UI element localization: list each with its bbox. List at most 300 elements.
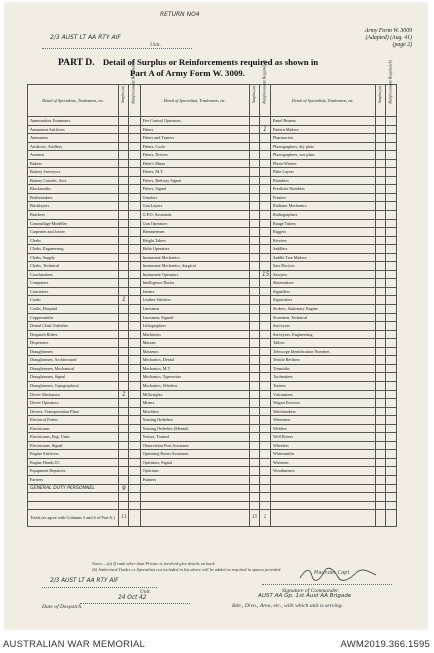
reinforcements-cell (129, 467, 140, 476)
reinforcements-cell (259, 151, 270, 160)
reinforcements-cell (259, 168, 270, 177)
blank-row (28, 493, 397, 502)
specialist-name-cell: Engine Artificers (28, 450, 119, 459)
col-header-surplus: Surplus (a) (249, 85, 259, 117)
table-row (28, 159, 397, 168)
surplus-cell (375, 211, 385, 220)
surplus-cell (249, 390, 259, 399)
form-reference (365, 28, 412, 49)
bde-handwritten: AUST AA Gp. 1st Aust AA Brigade (258, 593, 352, 599)
table-row (28, 202, 397, 211)
surplus-cell (249, 202, 259, 211)
surplus-cell (375, 450, 385, 459)
reinforcements-cell (385, 185, 396, 194)
specialist-name-cell: Well Borers (271, 433, 376, 442)
reinforcements-cell (129, 279, 140, 288)
surplus-cell (249, 219, 259, 228)
reinforcements-cell (129, 416, 140, 425)
reinforcements-cell (129, 159, 140, 168)
specialist-name-cell: Mechanics, M.T. (140, 364, 249, 373)
specialist-name-cell: Signallers (271, 287, 376, 296)
specialist-name-cell: Computers (28, 279, 119, 288)
reinforcements-cell (385, 287, 396, 296)
blank-cell (140, 501, 249, 510)
blank-cell (271, 493, 376, 502)
specialist-name-cell: Tinsmiths (271, 364, 376, 373)
surplus-cell (375, 458, 385, 467)
specialist-name-cell: Battery Comdrs. Asst. (28, 176, 119, 185)
reinforcements-cell (129, 253, 140, 262)
unit-label: Unit. (150, 42, 161, 48)
heading-line-2: Part A of Army Form W. 3009. (130, 68, 245, 78)
reinforcements-cell (129, 450, 140, 459)
surplus-cell: 1 (119, 296, 129, 305)
surplus-cell (119, 416, 129, 425)
specialist-name-cell: Masons (140, 339, 249, 348)
specialist-name-cell: Fitters, Railway Signal (140, 176, 249, 185)
col-header-specialist: Detail of Specialists, Tradesmen, etc. (28, 85, 119, 117)
reinforcements-cell (259, 475, 270, 484)
table-row (28, 134, 397, 143)
specialist-name-cell: Masseurs (140, 347, 249, 356)
reinforcements-cell (385, 202, 396, 211)
reinforcements-cell (385, 484, 396, 493)
table-row (28, 467, 397, 476)
reinforcements-cell (385, 236, 396, 245)
surplus-cell (119, 211, 129, 220)
reinforcements-cell (129, 441, 140, 450)
surplus-cell (249, 236, 259, 245)
specialist-name-cell: Stokers, Stationary Engine (271, 305, 376, 314)
specialist-name-cell: Hammermen (140, 228, 249, 237)
reinforcements-cell (259, 296, 270, 305)
specialist-name-cell: Printers (271, 193, 376, 202)
surplus-cell (249, 364, 259, 373)
reinforcements-cell (385, 134, 396, 143)
reinforcements-cell (385, 262, 396, 271)
table-row (28, 125, 397, 134)
reinforcements-cell (259, 416, 270, 425)
reinforcements-cell (129, 433, 140, 442)
reinforcements-cell (385, 424, 396, 433)
specialist-name-cell: Gun Layers (140, 202, 249, 211)
surplus-cell (119, 381, 129, 390)
surplus-cell (119, 219, 129, 228)
surplus-cell (249, 441, 259, 450)
reinforcements-cell (385, 364, 396, 373)
surplus-cell (249, 416, 259, 425)
surplus-cell (249, 330, 259, 339)
surplus-cell (375, 176, 385, 185)
specialist-name-cell: Mechanics, Dental (140, 356, 249, 365)
table-row (28, 407, 397, 416)
surplus-cell (375, 330, 385, 339)
specialist-name-cell: Nursing Orderlies (140, 416, 249, 425)
surplus-cell (249, 305, 259, 314)
reinforcements-cell (385, 142, 396, 151)
surplus-cell (249, 185, 259, 194)
caption-left: AUSTRALIAN WAR MEMORIAL (3, 639, 146, 650)
surplus-cell (375, 125, 385, 134)
reinforcements-cell (129, 424, 140, 433)
reinforcements-cell (385, 245, 396, 254)
specialist-name-cell: Panel Beaters (271, 117, 376, 126)
reinforcements-cell (259, 228, 270, 237)
caption-right: AWM2019.366.1595 (340, 639, 430, 650)
specialist-name-cell: Miners (140, 399, 249, 408)
specialist-name-cell: Photo-Writers (271, 159, 376, 168)
table-row (28, 313, 397, 322)
surplus-cell (249, 339, 259, 348)
surplus-cell (249, 168, 259, 177)
surplus-cell (249, 381, 259, 390)
table-row (28, 373, 397, 382)
surplus-cell (375, 202, 385, 211)
table-row (28, 253, 397, 262)
specialist-name-cell: Coachmakers (28, 270, 119, 279)
reinforcements-cell (129, 373, 140, 382)
specialist-name-cell: Electrical Fitters (28, 416, 119, 425)
reinforcements-cell (129, 142, 140, 151)
despatch-line (80, 603, 190, 604)
unit-line (42, 48, 192, 49)
specialist-name-cell: Fitters, M.T. (140, 168, 249, 177)
specialist-name-cell: Nursing Orderlies (Mental) (140, 424, 249, 433)
totals-surplus: 15 (249, 510, 259, 527)
table-row (28, 262, 397, 271)
table-row (28, 296, 397, 305)
surplus-cell: 9 (119, 484, 129, 493)
specialist-name-cell: Opticians (140, 467, 249, 476)
reinforcements-cell (259, 373, 270, 382)
surplus-cell (375, 407, 385, 416)
blank-cell (271, 501, 376, 510)
reinforcements-cell (129, 356, 140, 365)
surplus-cell (249, 356, 259, 365)
reinforcements-cell (259, 117, 270, 126)
surplus-cell (249, 407, 259, 416)
reinforcements-cell: 15 (259, 270, 270, 279)
reinforcements-cell (385, 305, 396, 314)
surplus-cell (119, 185, 129, 194)
specialist-name-cell: Saddle Tree Makers (271, 253, 376, 262)
reinforcements-cell (259, 399, 270, 408)
reinforcements-cell (129, 185, 140, 194)
specialist-name-cell: Painters (140, 475, 249, 484)
reinforcements-cell (259, 356, 270, 365)
surplus-cell (375, 399, 385, 408)
specialist-name-cell: Signwriters (271, 296, 376, 305)
reinforcements-cell (129, 407, 140, 416)
table-row (28, 211, 397, 220)
surplus-cell (119, 279, 129, 288)
reinforcements-cell (259, 219, 270, 228)
surplus-cell (375, 484, 385, 493)
blank-cell (259, 501, 270, 510)
totals-spacer (140, 510, 249, 527)
specialist-name-cell: Fire Control Operators (140, 117, 249, 126)
reinforcements-cell (259, 450, 270, 459)
reinforcements-cell (385, 416, 396, 425)
specialist-name-cell: Nurses, Trained (140, 433, 249, 442)
surplus-cell (375, 117, 385, 126)
specialist-name-cell: Sawyers (271, 270, 376, 279)
reinforcements-cell: 1 (259, 125, 270, 134)
specialist-name-cell: Cooks (28, 296, 119, 305)
surplus-cell (249, 151, 259, 160)
reinforcements-cell (129, 390, 140, 399)
surplus-cell (249, 125, 259, 134)
blank-cell (28, 493, 119, 502)
blank-cell (249, 493, 259, 502)
specialist-name-cell: Machinists (140, 330, 249, 339)
totals-row (28, 510, 397, 527)
table-row (28, 475, 397, 484)
specialist-name-cell: Textile Refitters (271, 356, 376, 365)
totals-reinforcements: - (129, 510, 140, 527)
specialist-name-cell: Drivers, Transportation Plant (28, 407, 119, 416)
reinforcements-cell (129, 168, 140, 177)
specialist-name-cell: Helio Operators (140, 245, 249, 254)
surplus-cell (119, 339, 129, 348)
surplus-cell (119, 475, 129, 484)
specialist-name-cell (271, 475, 376, 484)
surplus-cell (119, 253, 129, 262)
reinforcements-cell (129, 381, 140, 390)
reinforcements-cell (129, 339, 140, 348)
surplus-cell (249, 193, 259, 202)
specialist-name-cell: Fitters, Drivers (140, 151, 249, 160)
specialist-name-cell: Riggers (271, 228, 376, 237)
surplus-cell (249, 176, 259, 185)
specialist-name-cell: Clerks (28, 236, 119, 245)
specialist-name-cell: Pattern Makers (271, 125, 376, 134)
specialist-name-cell: Intelligence Duties (140, 279, 249, 288)
reinforcements-cell (385, 339, 396, 348)
reinforcements-cell (129, 399, 140, 408)
table-row (28, 484, 397, 493)
reinforcements-cell (129, 219, 140, 228)
specialist-name-cell: Joiners (140, 287, 249, 296)
totals-label: Totals (to agree with Columns 3 and 4 of Part A.) (28, 510, 119, 527)
blank-row (28, 501, 397, 510)
reinforcements-cell (385, 399, 396, 408)
specialist-name-cell: Draughtsmen, Topographical (28, 381, 119, 390)
specialist-name-cell: Surveyors (271, 322, 376, 331)
table-row (28, 151, 397, 160)
specialist-name-cell: Plumbers (271, 176, 376, 185)
table-row (28, 287, 397, 296)
surplus-cell (249, 134, 259, 143)
specialist-name-cell: Instrument Operators (140, 270, 249, 279)
surplus-cell (249, 245, 259, 254)
table-row (28, 330, 397, 339)
blank-cell (385, 493, 396, 502)
surplus-cell (119, 322, 129, 331)
heading-line-1: Detail of Surplus or Reinforcements required as shown in (102, 57, 319, 67)
reinforcements-cell (259, 424, 270, 433)
reinforcements-cell (385, 458, 396, 467)
surplus-cell: 1 (119, 390, 129, 399)
reinforcements-cell (385, 279, 396, 288)
specialist-name-cell: Fitters, Cycle (140, 142, 249, 151)
specialist-name-cell: Predictor Numbers (271, 185, 376, 194)
blank-cell (129, 501, 140, 510)
reinforcements-cell (259, 159, 270, 168)
reinforcements-cell (129, 211, 140, 220)
blank-cell (375, 493, 385, 502)
surplus-cell (119, 117, 129, 126)
surplus-cell (375, 433, 385, 442)
specialist-name-cell: Whitesmiths (271, 450, 376, 459)
reinforcements-cell (129, 364, 140, 373)
specialist-name-cell: Watchmakers (271, 407, 376, 416)
reinforcements-cell (259, 262, 270, 271)
table-row (28, 117, 397, 126)
surplus-cell (249, 279, 259, 288)
specialist-name-cell: Mechanics, Typewriter (140, 373, 249, 382)
surplus-cell (249, 262, 259, 271)
table-header-row (28, 85, 397, 117)
table-row (28, 270, 397, 279)
specialist-name-cell: Wheelers (271, 441, 376, 450)
form-ref-line: Army Form W. 3009 (364, 28, 412, 34)
specialist-name-cell: Driver Operators (28, 399, 119, 408)
surplus-cell (249, 117, 259, 126)
surplus-cell (375, 467, 385, 476)
signature-label: Signature of Commander. (282, 588, 340, 594)
reinforcements-cell (259, 364, 270, 373)
blank-cell (119, 501, 129, 510)
reinforcements-cell (259, 134, 270, 143)
specialist-name-cell: Range Takers (271, 219, 376, 228)
surplus-cell (375, 185, 385, 194)
reinforcements-cell (129, 347, 140, 356)
specialist-name-cell: Fitters, Signal (140, 185, 249, 194)
table-row (28, 356, 397, 365)
reinforcements-cell (259, 407, 270, 416)
surplus-cell (249, 475, 259, 484)
reinforcements-cell (129, 202, 140, 211)
reinforcements-cell (385, 228, 396, 237)
table-row (28, 347, 397, 356)
specialist-name-cell: Photographers, dry plate (271, 142, 376, 151)
specialist-name-cell: Riveters (271, 236, 376, 245)
specialist-name-cell: Woodturners (271, 467, 376, 476)
surplus-cell (375, 236, 385, 245)
table-row (28, 168, 397, 177)
reinforcements-cell (129, 458, 140, 467)
signature-text: Maunder Capt. (314, 570, 351, 576)
surplus-cell (375, 364, 385, 373)
specialist-name-cell: Artificers, Artillery (28, 142, 119, 151)
archive-caption (0, 637, 434, 653)
specialist-name-cell: Operators, Signal (140, 458, 249, 467)
surplus-cell (119, 458, 129, 467)
table-row (28, 450, 397, 459)
surplus-cell (375, 151, 385, 160)
signature-line (262, 584, 392, 585)
specialist-name-cell: Cooks, Hospital (28, 305, 119, 314)
reinforcements-cell (259, 193, 270, 202)
surplus-cell (375, 305, 385, 314)
reinforcements-cell (259, 458, 270, 467)
surplus-cell (375, 356, 385, 365)
surplus-cell (375, 262, 385, 271)
handwritten-unit: 2/3 AUST LT AA RTY AIF (50, 34, 121, 41)
surplus-cell (119, 228, 129, 237)
surplus-cell (375, 159, 385, 168)
col-header-specialist: Detail of Specialists, Tradesmen, etc. (271, 85, 376, 117)
specialist-name-cell: Camouflage Modeller (28, 219, 119, 228)
reinforcements-cell (259, 433, 270, 442)
col-header-specialist: Detail of Specialists, Tradesmen, etc. (140, 85, 249, 117)
blank-cell (28, 501, 119, 510)
blank-cell (259, 493, 270, 502)
reinforcements-cell (385, 322, 396, 331)
reinforcements-cell (259, 484, 270, 493)
specialist-name-cell: Armourers (28, 134, 119, 143)
specialist-name-cell: Bakers (28, 159, 119, 168)
specialist-name-cell: Vulcanizers (271, 390, 376, 399)
specialist-name-cell: Height Takers (140, 236, 249, 245)
blank-cell (140, 493, 249, 502)
surplus-cell (375, 296, 385, 305)
surplus-cell (249, 159, 259, 168)
surplus-cell (249, 142, 259, 151)
table-row (28, 441, 397, 450)
reinforcements-cell (129, 287, 140, 296)
table-row (28, 433, 397, 442)
reinforcements-cell (385, 441, 396, 450)
totals-spacer (271, 510, 376, 527)
specialist-name-cell: Instrument Mechanics (140, 253, 249, 262)
surplus-cell (375, 441, 385, 450)
surplus-cell (375, 219, 385, 228)
specialist-name-cell: Draughtsmen, Mechanical (28, 364, 119, 373)
blank-cell (119, 493, 129, 502)
specialist-name-cell (271, 484, 376, 493)
specialist-name-cell: Engine Hands I/C (28, 458, 119, 467)
reinforcements-cell (129, 236, 140, 245)
specialist-name-cell: Watermen (271, 416, 376, 425)
specialist-name-cell: Clerks, Engineering (28, 245, 119, 254)
specialist-name-cell: Armament Artificers (28, 125, 119, 134)
surplus-cell (375, 339, 385, 348)
reinforcements-cell (259, 339, 270, 348)
col-header-surplus: Surplus (a) (119, 85, 129, 117)
reinforcements-cell (129, 176, 140, 185)
specialist-name-cell: Draughtsmen, Signal (28, 373, 119, 382)
col-header-reinforcements (259, 85, 270, 117)
blank-cell (375, 501, 385, 510)
reinforcements-cell (385, 313, 396, 322)
reinforcements-cell (385, 450, 396, 459)
surplus-cell (249, 450, 259, 459)
blank-cell (385, 501, 396, 510)
surplus-cell (119, 134, 129, 143)
reinforcements-cell (385, 475, 396, 484)
table-row (28, 279, 397, 288)
specialist-name-cell: Clerks, Technical (28, 262, 119, 271)
surplus-cell (119, 125, 129, 134)
surplus-cell (249, 322, 259, 331)
footer-unit-label: Unit. (140, 589, 151, 595)
note-a: Notes.—(a) If rank other than Private is involved give details on back. (92, 561, 216, 566)
specialist-name-cell (140, 484, 249, 493)
reinforcements-cell (385, 159, 396, 168)
reinforcements-cell (129, 322, 140, 331)
